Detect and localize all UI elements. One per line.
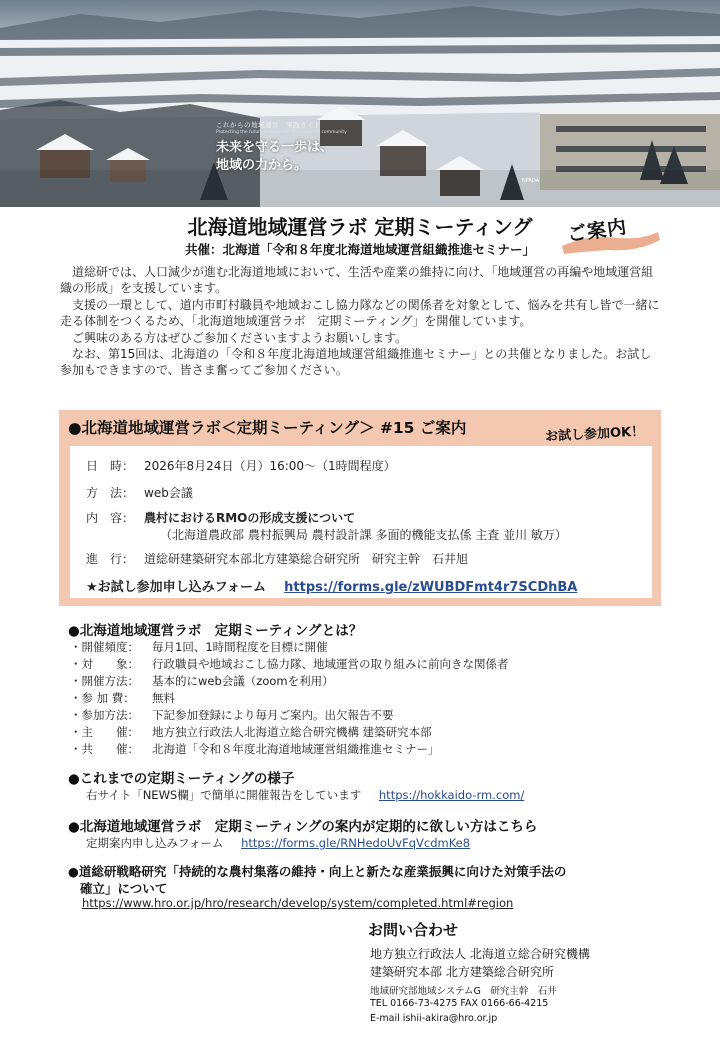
meeting-mc-row [86, 550, 468, 567]
about-item-label: ・共 催： [70, 742, 139, 756]
past-meetings-text: 右サイト「NEWS欄」で簡単に開催報告をしています [86, 788, 362, 802]
about-item-value: 下記参加登録により毎月ご案内。出欠報告不要 [152, 708, 394, 722]
contact-org-2: 建築研究本部 北方建築総合研究所 [370, 965, 554, 979]
contact-dept: 地域研究部地域システムG 研究主幹 石井 [370, 986, 557, 997]
about-item [70, 673, 334, 689]
hero-tagline-line-1: 未来を守る一歩は、 [216, 140, 334, 155]
meeting-title: ●北海道地域運営ラボ＜定期ミーティング＞ #15 ご案内 [68, 419, 467, 437]
regular-info-heading: ●北海道地域運営ラボ 定期ミーティングの案内が定期的に欲しい方はこちら [68, 819, 538, 835]
hero-guide-english: Protecting the future begins with the power of community [216, 130, 347, 135]
intro-paragraph: 道総研では、人口減少が進む北海道地域において、生活や産業の維持に向け、「地域運営の再編や地域運営組織の形成」を支援しています。 [60, 265, 654, 296]
contact-org-1: 地方独立行政法人 北海道立総合研究機構 [370, 947, 590, 961]
past-meetings-heading: ●これまでの定期ミーティングの様子 [68, 771, 295, 787]
method-value: web会議 [144, 486, 193, 500]
about-item [70, 707, 394, 723]
about-item-value: 無料 [152, 691, 175, 705]
intro-paragraph: ご興味のある方はぜひご参加くださいますようお願いします。 [72, 330, 408, 345]
hero-image [0, 0, 720, 207]
research-heading: ●道総研戦略研究「持続的な農村集落の維持・向上と新たな産業振興に向けた対策手法の [68, 864, 567, 879]
about-item [70, 656, 509, 672]
about-item-value: 毎月1回、1時間程度を目標に開催 [152, 640, 328, 654]
hero-mark: NPADA [522, 178, 540, 184]
content-speaker: （北海道農政部 農村振興局 農村設計課 多面的機能支払係 主査 並川 敏万） [160, 528, 567, 542]
contact-heading: お問い合わせ [368, 921, 459, 939]
trial-ok-label: お試し参加OK！ [544, 424, 645, 445]
trial-form-link[interactable]: https://forms.gle/zWUBDFmt4r7SCDhBA [284, 580, 578, 595]
about-item-value: 北海道「令和８年度北海道地域運営組織推進セミナー」 [152, 742, 440, 756]
date-label: 日 時： [86, 459, 135, 473]
about-item-label: ・対 象： [70, 657, 139, 671]
hokkaido-rm-link[interactable]: https://hokkaido-rm.com/ [378, 788, 525, 802]
cohost-line: 共催：北海道「令和８年度北海道地域運営組織推進セミナー」 [184, 242, 535, 257]
about-item-value: 行政職員や地域おこし協力隊、地域運営の取り組みに前向きな関係者 [152, 657, 509, 671]
about-item-label: ・開催方法： [70, 674, 139, 688]
content-value: 農村におけるRMOの形成支援について [144, 511, 356, 525]
date-value: 2026年8月24日（月）16:00～（1時間程度） [144, 459, 396, 473]
hero-tagline-line-2: 地域の力から。 [216, 158, 308, 173]
mc-label: 進 行： [86, 552, 135, 566]
hero-guide-label: これからの地域運営 実践ガイド [216, 121, 321, 129]
meeting-date-row [86, 457, 396, 474]
page-title: 北海道地域運営ラボ 定期ミーティング [187, 215, 533, 239]
contact-tel: TEL 0166-73-4275 FAX 0166-66-4215 [370, 998, 549, 1009]
about-item [70, 639, 328, 655]
regular-form-text: 定期案内申し込みフォーム [86, 836, 224, 850]
about-item-label: ・開催頻度： [70, 640, 139, 654]
about-item-label: ・参 加 費： [70, 691, 135, 705]
hero-tagline [216, 139, 333, 175]
regular-form-link[interactable]: https://forms.gle/RNHedoUvFqVcdmKe8 [241, 836, 471, 850]
past-meetings-row [86, 787, 524, 803]
research-heading-cont: 確立」について [80, 881, 168, 896]
trial-form-label: ★お試し参加申し込みフォーム [86, 580, 267, 595]
about-item-value: 地方独立行政法人北海道立総合研究機構 建築研究本部 [152, 725, 432, 739]
about-item-label: ・主 催： [70, 725, 139, 739]
research-link[interactable]: https://www.hro.or.jp/hro/research/develop/system/completed.html#region [82, 896, 514, 910]
about-item [70, 741, 440, 757]
intro-paragraph: 支援の一環として、道内市町村職員や地域おこし協力隊などの関係者を対象として、悩みを共有し皆で一緒に走る体制をつくるため、「北海道地域運営ラボ 定期ミーティング」を開催しています。 [60, 297, 660, 329]
content-label: 内 容： [86, 511, 135, 525]
mc-value: 道総研建築研究本部北方建築総合研究所 研究主幹 石井旭 [144, 552, 469, 566]
about-item [70, 724, 432, 740]
about-item-value: 基本的にweb会議（zoomを利用） [152, 674, 334, 688]
about-item [70, 690, 175, 706]
meeting-method-row [86, 484, 193, 501]
about-heading: ●北海道地域運営ラボ 定期ミーティングとは？ [68, 623, 363, 639]
regular-info-row [86, 835, 470, 851]
snowy-town-illustration [0, 0, 720, 207]
contact-email: E-mail ishii-akira@hro.or.jp [370, 1013, 498, 1024]
goannai-label: ご案内 [565, 215, 629, 247]
about-item-label: ・参加方法： [70, 708, 139, 722]
method-label: 方 法： [86, 486, 135, 500]
trial-form-row [86, 576, 577, 595]
meeting-content-row [86, 509, 355, 526]
intro-paragraph: なお、第15回は、北海道の「令和８年度北海道地域運営組織推進セミナー」との共催となりました。お試し参加もできますので、皆さま奮ってご参加ください。 [60, 347, 652, 378]
intro-text [60, 264, 660, 379]
